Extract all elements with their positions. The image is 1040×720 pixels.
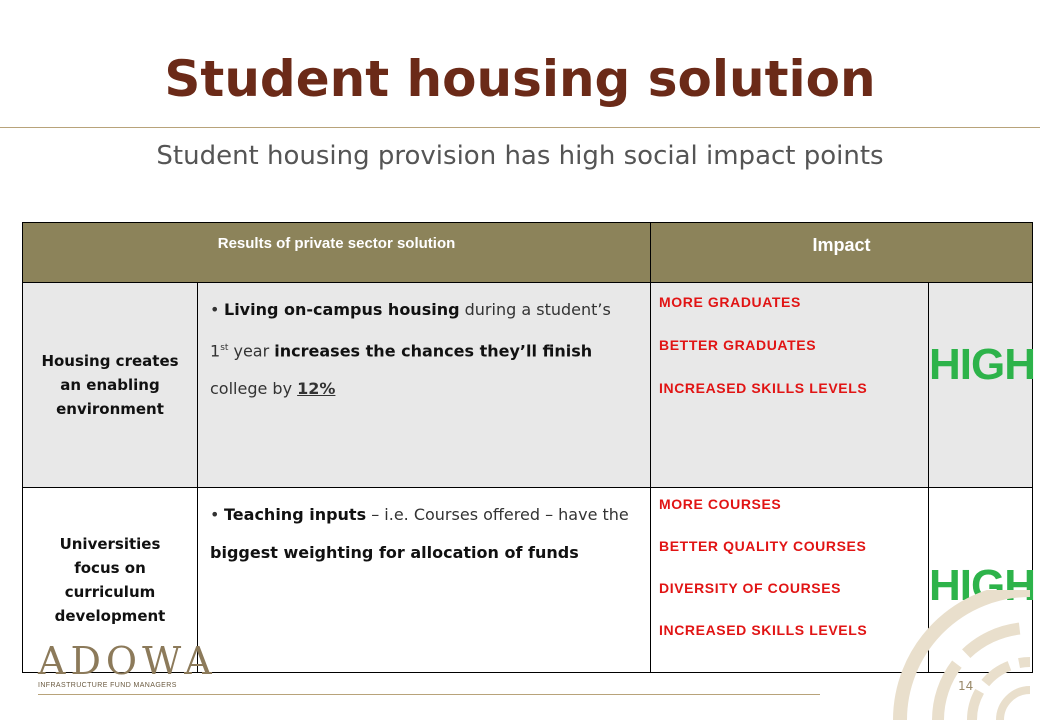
bullet-text: Living on-campus housing bbox=[224, 300, 460, 319]
impact-item: BETTER GRADUATES bbox=[659, 337, 817, 353]
header-impact: Impact bbox=[651, 223, 1033, 283]
logo-tagline: INFRASTRUCTURE FUND MANAGERS bbox=[38, 682, 177, 689]
bullet-text: – i.e. Courses offered – have the bbox=[366, 505, 629, 524]
result-bullet bbox=[198, 488, 651, 673]
impact-item: MORE GRADUATES bbox=[659, 294, 801, 310]
table-header-row bbox=[23, 223, 1033, 283]
result-bullet bbox=[198, 283, 651, 488]
bullet-text: during a student’s 1 bbox=[210, 300, 611, 361]
impact-item: INCREASED SKILLS LEVELS bbox=[659, 622, 868, 638]
bullet-text: increases the chances they’ll finish bbox=[274, 341, 593, 361]
bullet-superscript: st bbox=[220, 343, 229, 353]
row-label: Universities focus on curriculum development bbox=[23, 488, 198, 673]
header-results: Results of private sector solution bbox=[23, 223, 651, 283]
bullet-text: Teaching inputs bbox=[224, 505, 367, 524]
impact-item: BETTER QUALITY COURSES bbox=[659, 538, 867, 554]
page-number: 14 bbox=[958, 679, 974, 693]
impact-level-label: HIGH bbox=[929, 340, 1036, 389]
title-divider bbox=[0, 127, 1040, 128]
bullet-text: year bbox=[228, 341, 275, 361]
bullet-text: college by bbox=[210, 379, 298, 399]
impact-level bbox=[929, 283, 1036, 488]
impact-level-label: HIGH bbox=[929, 561, 1036, 610]
footer-divider bbox=[38, 694, 820, 695]
impact-item: INCREASED SKILLS LEVELS bbox=[659, 380, 868, 396]
table-row bbox=[23, 283, 1033, 488]
impact-item: DIVERSITY OF COURSES bbox=[659, 580, 842, 596]
impact-item: MORE COURSES bbox=[659, 496, 782, 512]
bullet-text: biggest weighting for allocation of funds bbox=[210, 543, 579, 562]
bullet-dot-icon: • bbox=[210, 505, 220, 524]
slide-subtitle: Student housing provision has high social impact points bbox=[156, 141, 884, 171]
impact-list bbox=[651, 283, 929, 488]
slide-title: Student housing solution bbox=[164, 50, 876, 108]
company-logo bbox=[38, 639, 217, 689]
decorative-circles-icon bbox=[860, 590, 1040, 720]
bullet-dot-icon: • bbox=[210, 300, 220, 319]
logo-wordmark: ADOWA bbox=[38, 639, 217, 683]
row-label: Housing creates an enabling environment bbox=[23, 283, 198, 488]
bullet-percentage: 12% bbox=[297, 379, 336, 399]
